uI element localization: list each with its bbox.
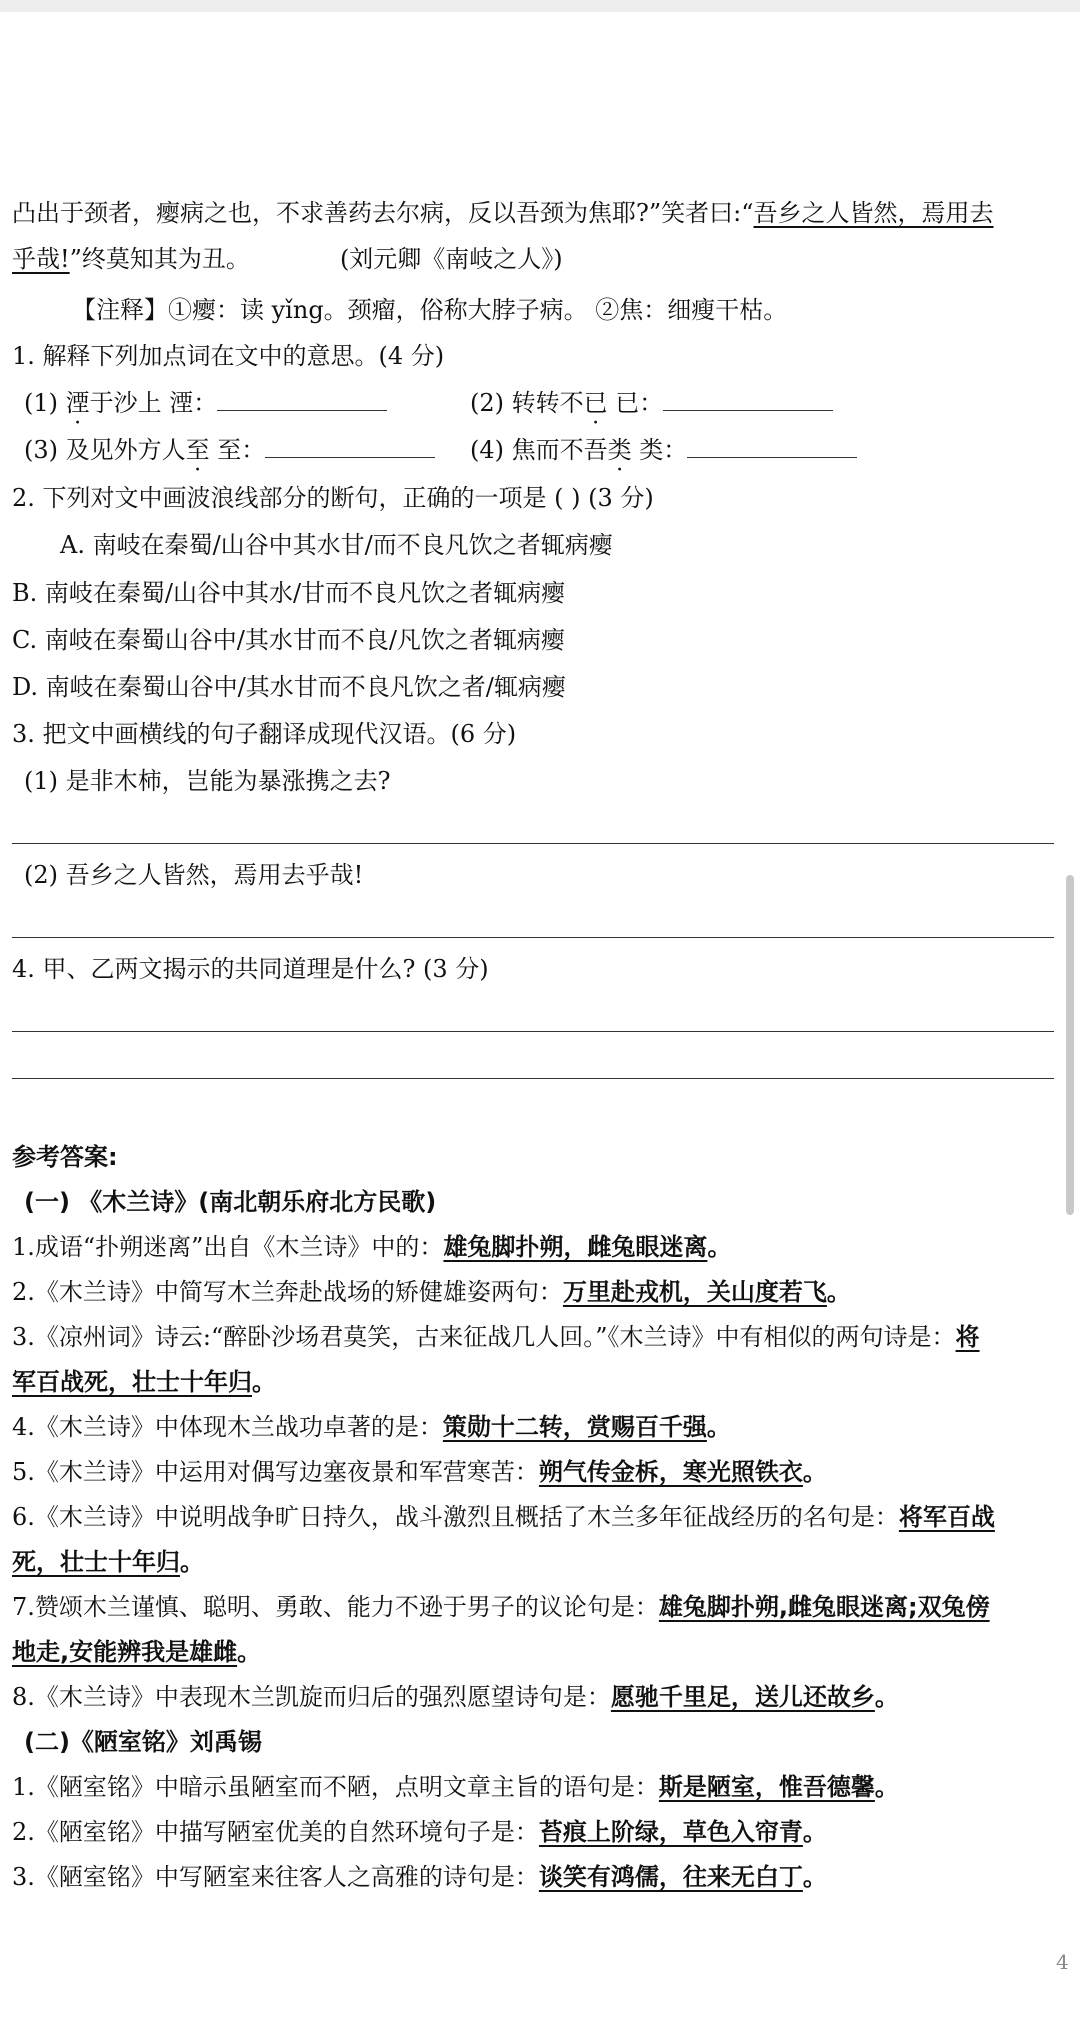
answer-a4: 4.《木兰诗》中体现木兰战功卓著的是：策勋十二转，赏赐百千强。 [12, 1413, 731, 1441]
question-1-item-2: (2) 转转不已 已： [470, 386, 833, 420]
section-1-title: (一) 《木兰诗》(南北朝乐府北方民歌) [24, 1188, 437, 1216]
question-2-option-d: D. 南岐在秦蜀山谷中/其水甘而不良凡饮之者/辄病瘿 [12, 673, 566, 701]
question-2: 2. 下列对文中画波浪线部分的断句，正确的一项是 ( ) (3 分) [12, 484, 654, 512]
answer-line [12, 1031, 1054, 1032]
answer-line [12, 1078, 1054, 1079]
question-1-item-4: (4) 焦而不吾类 类： [470, 433, 857, 467]
question-2-option-b: B. 南岐在秦蜀/山谷中其水/甘而不良凡饮之者辄病瘿 [12, 579, 566, 607]
answer-a7-cont: 地走,安能辨我是雄雌。 [12, 1638, 262, 1666]
question-4: 4. 甲、乙两文揭示的共同道理是什么? (3 分) [12, 955, 489, 983]
question-1-item-1: (1) 湮于沙上 湮： [24, 386, 387, 420]
answer-a8: 8.《木兰诗》中表现木兰凯旋而归后的强烈愿望诗句是：愿驰千里足，送儿还故乡。 [12, 1683, 899, 1711]
answer-a5: 5.《木兰诗》中运用对偶写边塞夜景和军营寒苦：朔气传金柝，寒光照铁衣。 [12, 1458, 827, 1486]
answers-heading: 参考答案: [12, 1143, 118, 1171]
question-3-item-2: (2) 吾乡之人皆然，焉用去乎哉! [24, 861, 364, 889]
answer-line [12, 843, 1054, 844]
question-2-option-a: A. 南岐在秦蜀/山谷中其水甘/而不良凡饮之者辄病瘿 [60, 531, 613, 559]
top-bar [0, 0, 1080, 12]
answer-a1: 1.成语“扑朔迷离”出自《木兰诗》中的：雄兔脚扑朔，雌兔眼迷离。 [12, 1233, 732, 1261]
page-number: 4 [1056, 1950, 1069, 1974]
passage-line-2: 乎哉!”终莫知其为丑。 (刘元卿《南岐之人》) [12, 245, 563, 273]
passage-note: 【注释】①瘿：读 yǐng。颈瘤，俗称大脖子病。 ②焦：细瘦干枯。 [72, 296, 788, 324]
answer-b2: 2.《陋室铭》中描写陋室优美的自然环境句子是：苔痕上阶绿，草色入帘青。 [12, 1818, 827, 1846]
answer-a2: 2.《木兰诗》中简写木兰奔赴战场的矫健雄姿两句：万里赴戎机，关山度若飞。 [12, 1278, 851, 1306]
answer-line [12, 937, 1054, 938]
question-3-item-1: (1) 是非木柿，岂能为暴涨携之去? [24, 767, 391, 795]
question-2-option-c: C. 南岐在秦蜀山谷中/其水甘而不良/凡饮之者辄病瘿 [12, 626, 565, 654]
answer-a6: 6.《木兰诗》中说明战争旷日持久，战斗激烈且概括了木兰多年征战经历的名句是：将军百战 [12, 1503, 995, 1531]
passage-line-1: 凸出于颈者，瘿病之也，不求善药去尔病，反以吾颈为焦耶?”笑者曰:“吾乡之人皆然，焉用去 [12, 199, 994, 227]
question-1: 1. 解释下列加点词在文中的意思。(4 分) [12, 342, 445, 370]
section-2-title: (二)《陋室铭》刘禹锡 [24, 1728, 262, 1756]
answer-a3-cont: 军百战死，壮士十年归。 [12, 1368, 276, 1396]
question-3: 3. 把文中画横线的句子翻译成现代汉语。(6 分) [12, 720, 517, 748]
answer-b1: 1.《陋室铭》中暗示虽陋室而不陋，点明文章主旨的语句是：斯是陋室，惟吾德馨。 [12, 1773, 899, 1801]
answer-a7: 7.赞颂木兰谨慎、聪明、勇敢、能力不逊于男子的议论句是：雄兔脚扑朔,雌兔眼迷离;双兔傍 [12, 1593, 990, 1621]
answer-a3: 3.《凉州词》诗云:“醉卧沙场君莫笑，古来征战几人回。”《木兰诗》中有相似的两句诗是：将 [12, 1323, 980, 1351]
vertical-scrollbar[interactable] [1066, 875, 1074, 1215]
answer-b3: 3.《陋室铭》中写陋室来往客人之高雅的诗句是：谈笑有鸿儒，往来无白丁。 [12, 1863, 827, 1891]
question-1-item-3: (3) 及见外方人至 至： [24, 433, 435, 467]
answer-a6-cont: 死，壮士十年归。 [12, 1548, 204, 1576]
